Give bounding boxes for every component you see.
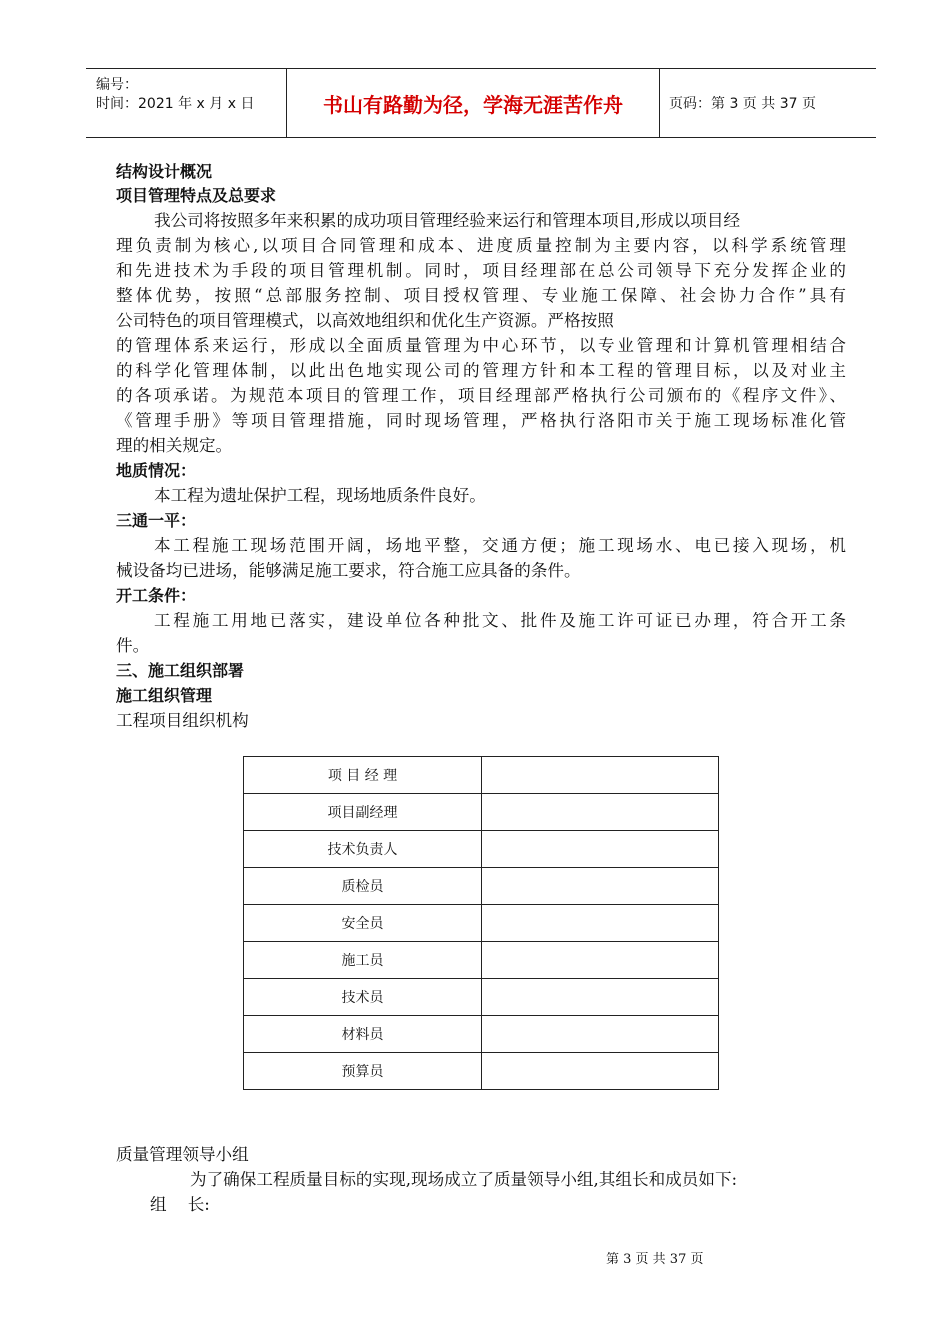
header-meta [86, 69, 287, 137]
paragraph-line: 件。 [116, 636, 150, 655]
heading-geology: 地质情况： [116, 461, 197, 480]
paragraph-line: 理负责制为核心,以项目合同管理和成本、进度质量控制为主要内容，以科学系统管理 [116, 236, 846, 255]
paragraph-line: 《管理手册》等项目管理措施，同时现场管理，严格执行洛阳市关于施工现场标准化管 [116, 411, 846, 430]
paragraph-line: 械设备均已进场，能够满足施工要求，符合施工应具备的条件。 [116, 561, 581, 580]
paragraph-geology: 本工程为遗址保护工程，现场地质条件良好。 [154, 486, 486, 505]
paragraph-line: 工程施工用地已落实，建设单位各种批文、批件及施工许可证已办理，符合开工条 [154, 611, 846, 630]
page-footer: 第 3 页 共 37 页 [606, 1252, 704, 1267]
name-cell [482, 757, 719, 794]
paragraph-line: 本工程施工现场范围开阔，场地平整，交通方便；施工现场水、电已接入现场，机 [154, 536, 846, 555]
role-cell: 预算员 [244, 1053, 482, 1090]
heading-structure: 结构设计概况 [116, 162, 213, 181]
table-row [244, 794, 719, 831]
role-cell: 项目副经理 [244, 794, 482, 831]
heading-org-management: 施工组织管理 [116, 686, 213, 705]
table-row [244, 979, 719, 1016]
name-cell [482, 1053, 719, 1090]
heading-section-3: 三、施工组织部署 [116, 661, 245, 680]
name-cell [482, 831, 719, 868]
org-chart-title: 工程项目组织机构 [116, 711, 249, 730]
table-row [244, 942, 719, 979]
paragraph-line: 整体优势，按照“总部服务控制、项目授权管理、专业施工保障、社会协力合作”具有 [116, 286, 846, 305]
role-cell: 质检员 [244, 868, 482, 905]
name-cell [482, 942, 719, 979]
heading-start-conditions: 开工条件： [116, 586, 197, 605]
paragraph-line: 的管理体系来运行，形成以全面质量管理为中心环节，以专业管理和计算机管理相结合 [116, 336, 846, 355]
header-number: 编号： [96, 77, 138, 93]
table-row [244, 831, 719, 868]
table-row [244, 905, 719, 942]
heading-management: 项目管理特点及总要求 [116, 186, 277, 205]
role-cell: 施工员 [244, 942, 482, 979]
org-table [243, 756, 719, 1090]
paragraph-line: 我公司将按照多年来积累的成功项目管理经验来运行和管理本项目,形成以项目经 [154, 211, 741, 230]
header-page: 页码：第 3 页 共 37 页 [669, 96, 816, 112]
name-cell [482, 979, 719, 1016]
page-header [86, 68, 876, 138]
table-row [244, 757, 719, 794]
name-cell [482, 794, 719, 831]
name-cell [482, 868, 719, 905]
table-row [244, 1053, 719, 1090]
heading-santong: 三通一平： [116, 511, 197, 530]
name-cell [482, 1016, 719, 1053]
role-cell: 安全员 [244, 905, 482, 942]
header-motto: 书山有路勤为径，学海无涯苦作舟 [287, 69, 660, 137]
header-time: 时间：2021 年 x 月 x 日 [96, 96, 255, 112]
table-row [244, 1016, 719, 1053]
table-row [244, 868, 719, 905]
quality-paragraph: 为了确保工程质量目标的实现,现场成立了质量领导小组,其组长和成员如下: [190, 1170, 738, 1189]
role-cell: 材料员 [244, 1016, 482, 1053]
quality-title: 质量管理领导小组 [116, 1145, 249, 1164]
name-cell [482, 905, 719, 942]
role-cell: 项 目 经 理 [244, 757, 482, 794]
paragraph-line: 的科学化管理体制，以此出色地实现公司的管理方针和本工程的管理目标，以及对业主 [116, 361, 846, 380]
paragraph-line: 理的相关规定。 [116, 436, 233, 455]
paragraph-line: 的各项承诺。为规范本项目的管理工作，项目经理部严格执行公司颁布的《程序文件》、 [116, 386, 846, 405]
paragraph-line: 和先进技术为手段的项目管理机制。同时，项目经理部在总公司领导下充分发挥企业的 [116, 261, 846, 280]
role-cell: 技术员 [244, 979, 482, 1016]
paragraph-line: 公司特色的项目管理模式，以高效地组织和优化生产资源。严格按照 [116, 311, 614, 330]
leader-label: 组 长: [150, 1195, 210, 1214]
role-cell: 技术负责人 [244, 831, 482, 868]
